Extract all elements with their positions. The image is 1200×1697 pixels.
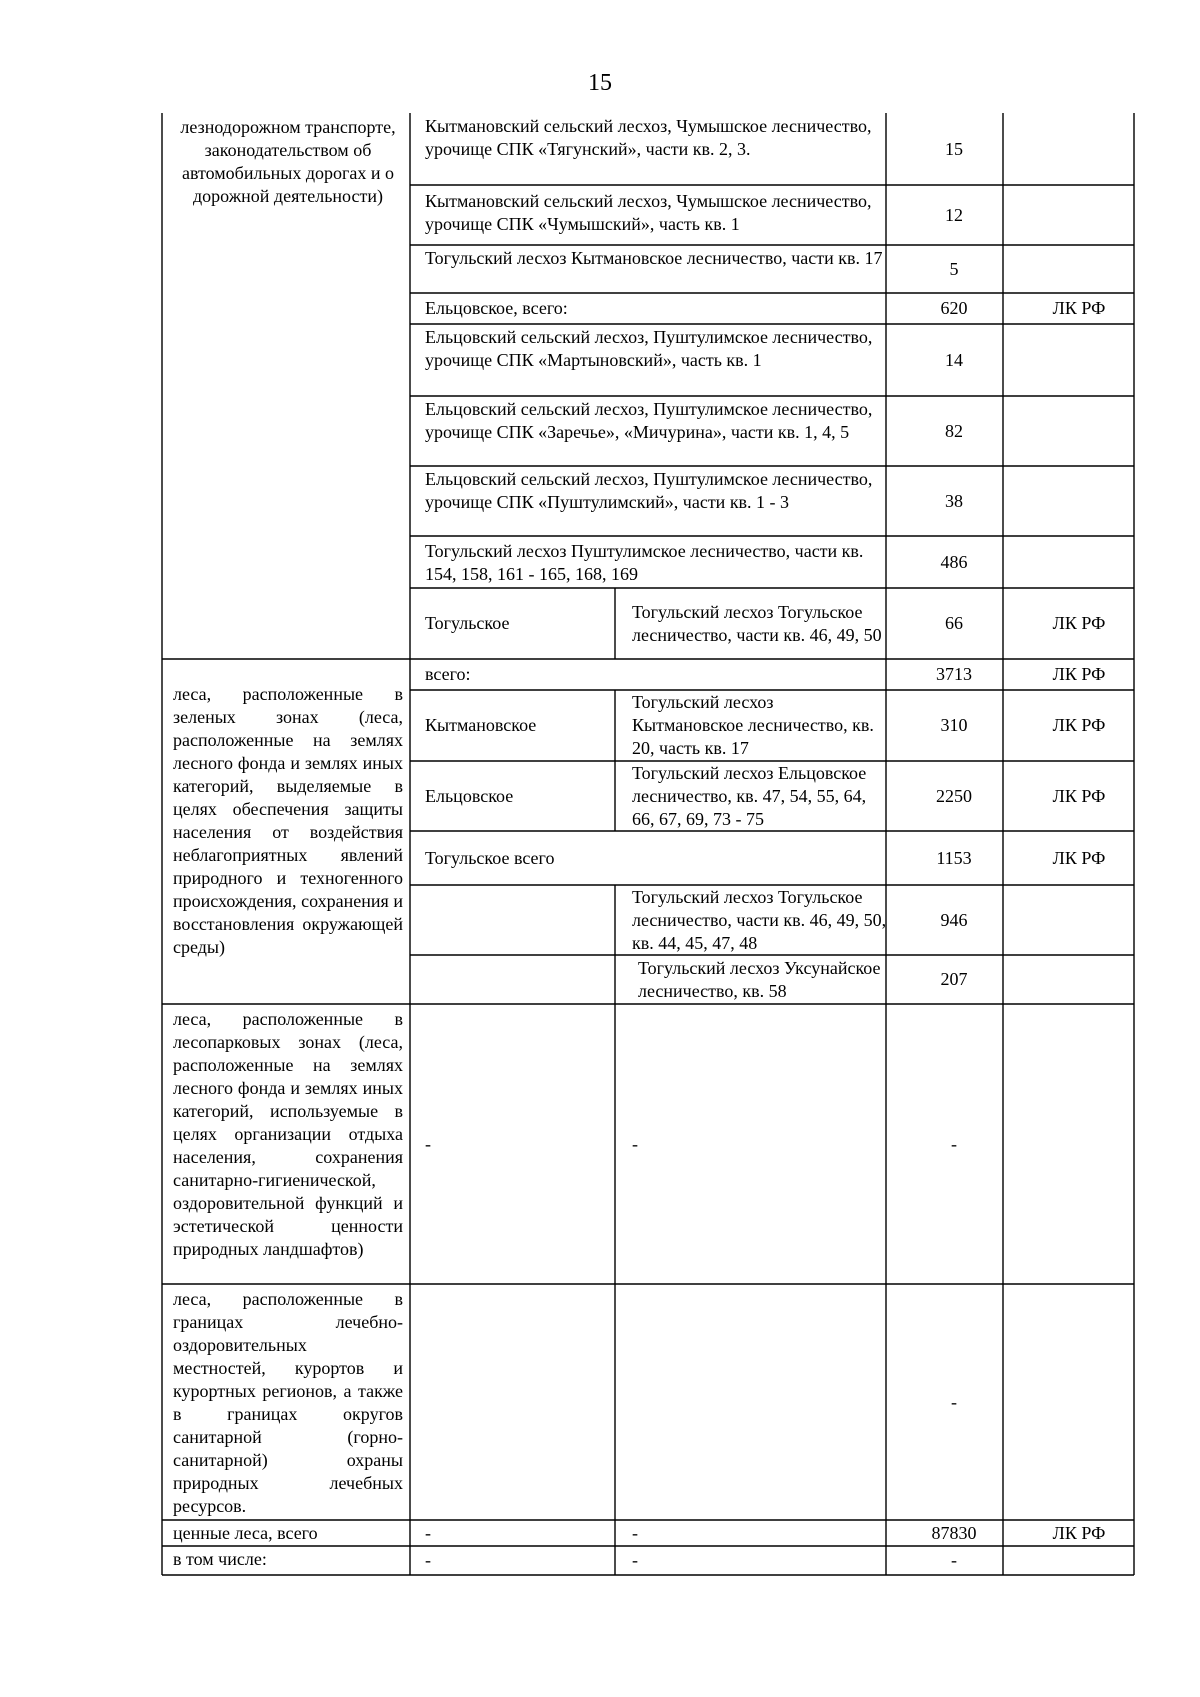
row-area: 82 bbox=[945, 420, 963, 441]
district-name: всего: bbox=[425, 664, 471, 684]
row-area: 3713 bbox=[936, 664, 972, 684]
row-basis: ЛК РФ bbox=[1052, 613, 1106, 633]
category-transport-legislation: лезнодорожном транспорте, законодательством об автомобильных дорогах и о дорожной деятельности) bbox=[180, 117, 396, 206]
row-area: 310 bbox=[940, 715, 968, 735]
row-description: Кытмановский сельский лесхоз, Чумышское лесничество, урочище СПК «Чумышский», часть кв. 1 bbox=[425, 191, 872, 234]
row-description: Тогульский лесхоз Кытмановское лесничество, кв. 20, часть кв. 17 bbox=[632, 692, 874, 758]
row-area: 38 bbox=[945, 490, 963, 511]
row-area: 66 bbox=[945, 613, 963, 633]
row-area: 15 bbox=[945, 138, 963, 159]
row-area: - bbox=[951, 1550, 957, 1570]
row-basis: ЛК РФ bbox=[1052, 715, 1106, 735]
row-area: 946 bbox=[940, 909, 968, 930]
row-area: 5 bbox=[949, 258, 959, 279]
row-area: - bbox=[951, 1133, 957, 1154]
category-forest-parks: леса, расположенные в лесопарковых зонах (леса, расположенные на землях лесного фонда и землях иных категорий, используемые в целях организации отдыха населения, сохранения санитарно-гигиенической, оздоровительной функций и эстетической ценности природных ландшафтов) bbox=[173, 1009, 403, 1259]
row-description: Тогульский лесхоз Уксунайское лесничество, кв. 58 bbox=[638, 957, 881, 1001]
row-description: Ельцовский сельский лесхоз, Пуштулимское лесничество, урочище СПК «Пуштулимский», части кв. 1 - 3 bbox=[425, 469, 873, 512]
row-area: 87830 bbox=[931, 1522, 977, 1543]
row-basis: ЛК РФ bbox=[1052, 847, 1106, 868]
row-basis: ЛК РФ bbox=[1052, 298, 1106, 318]
district-name: Тогульское всего bbox=[425, 847, 555, 868]
row-description: Кытмановский сельский лесхоз, Чумышское лесничество, урочище СПК «Тягунский», части кв. 2, 3. bbox=[425, 116, 872, 159]
district-name: Кытмановское bbox=[425, 715, 537, 735]
page-number: 15 bbox=[588, 70, 612, 96]
row-description: Тогульский лесхоз Ельцовское лесничество, кв. 47, 54, 55, 64, 66, 67, 69, 73 - 75 bbox=[632, 762, 867, 829]
row-description: Тогульский лесхоз Кытмановское лесничество, части кв. 17 bbox=[425, 248, 883, 268]
row-description: Тогульский лесхоз Тогульское лесничество, части кв. 46, 49, 50 bbox=[632, 601, 882, 645]
row-basis: ЛК РФ bbox=[1052, 785, 1106, 806]
row-description: - bbox=[632, 1550, 638, 1570]
district-name: - bbox=[425, 1550, 431, 1570]
row-area: 12 bbox=[945, 204, 963, 225]
district-name: - bbox=[425, 1522, 431, 1543]
row-description: - bbox=[632, 1133, 638, 1154]
row-description: Ельцовский сельский лесхоз, Пуштулимское лесничество, урочище СПК «Заречье», «Мичурина», части кв. 1, 4, 5 bbox=[425, 399, 873, 442]
row-area: 2250 bbox=[936, 785, 972, 806]
district-name: Тогульское bbox=[425, 613, 510, 633]
row-description: Ельцовский сельский лесхоз, Пуштулимское лесничество, урочище СПК «Мартыновский», часть кв. 1 bbox=[425, 327, 873, 370]
row-area: 486 bbox=[940, 551, 968, 572]
row-basis: ЛК РФ bbox=[1052, 1522, 1106, 1543]
category-resort-zones: леса, расположенные в границах лечебно-оздоровительных местностей, курортов и курортных регионов, а также в границах округов санитарной (горно-санитарной) охраны природных лечебных ресурсов. bbox=[173, 1289, 403, 1516]
row-basis: ЛК РФ bbox=[1052, 664, 1106, 684]
row-area: 14 bbox=[945, 349, 963, 370]
category-valuable-forests: ценные леса, всего bbox=[173, 1523, 318, 1543]
row-description: - bbox=[632, 1522, 638, 1543]
row-description: Тогульский лесхоз Тогульское лесничество, части кв. 46, 49, 50, кв. 44, 45, 47, 48 bbox=[632, 886, 887, 953]
row-area: 620 bbox=[940, 298, 968, 318]
row-area: 1153 bbox=[936, 847, 972, 868]
category-including: в том числе: bbox=[173, 1549, 267, 1569]
district-name: Ельцовское bbox=[425, 785, 514, 806]
row-area: 207 bbox=[940, 969, 968, 989]
row-description: Тогульский лесхоз Пуштулимское лесничество, части кв. 154, 158, 161 - 165, 168, 169 bbox=[425, 541, 864, 584]
district-name: - bbox=[425, 1133, 431, 1154]
district-name: Ельцовское, всего: bbox=[425, 298, 568, 318]
row-area: - bbox=[951, 1391, 957, 1412]
category-green-zones: леса, расположенные в зеленых зонах (леса, расположенные на землях лесного фонда и землях иных категорий, выделяемые в целях обеспечения защиты населения от воздействия неблагоприятных явлений природного и техногенного происхождения, сохранения и восстановления окружающей среды) bbox=[173, 684, 403, 957]
